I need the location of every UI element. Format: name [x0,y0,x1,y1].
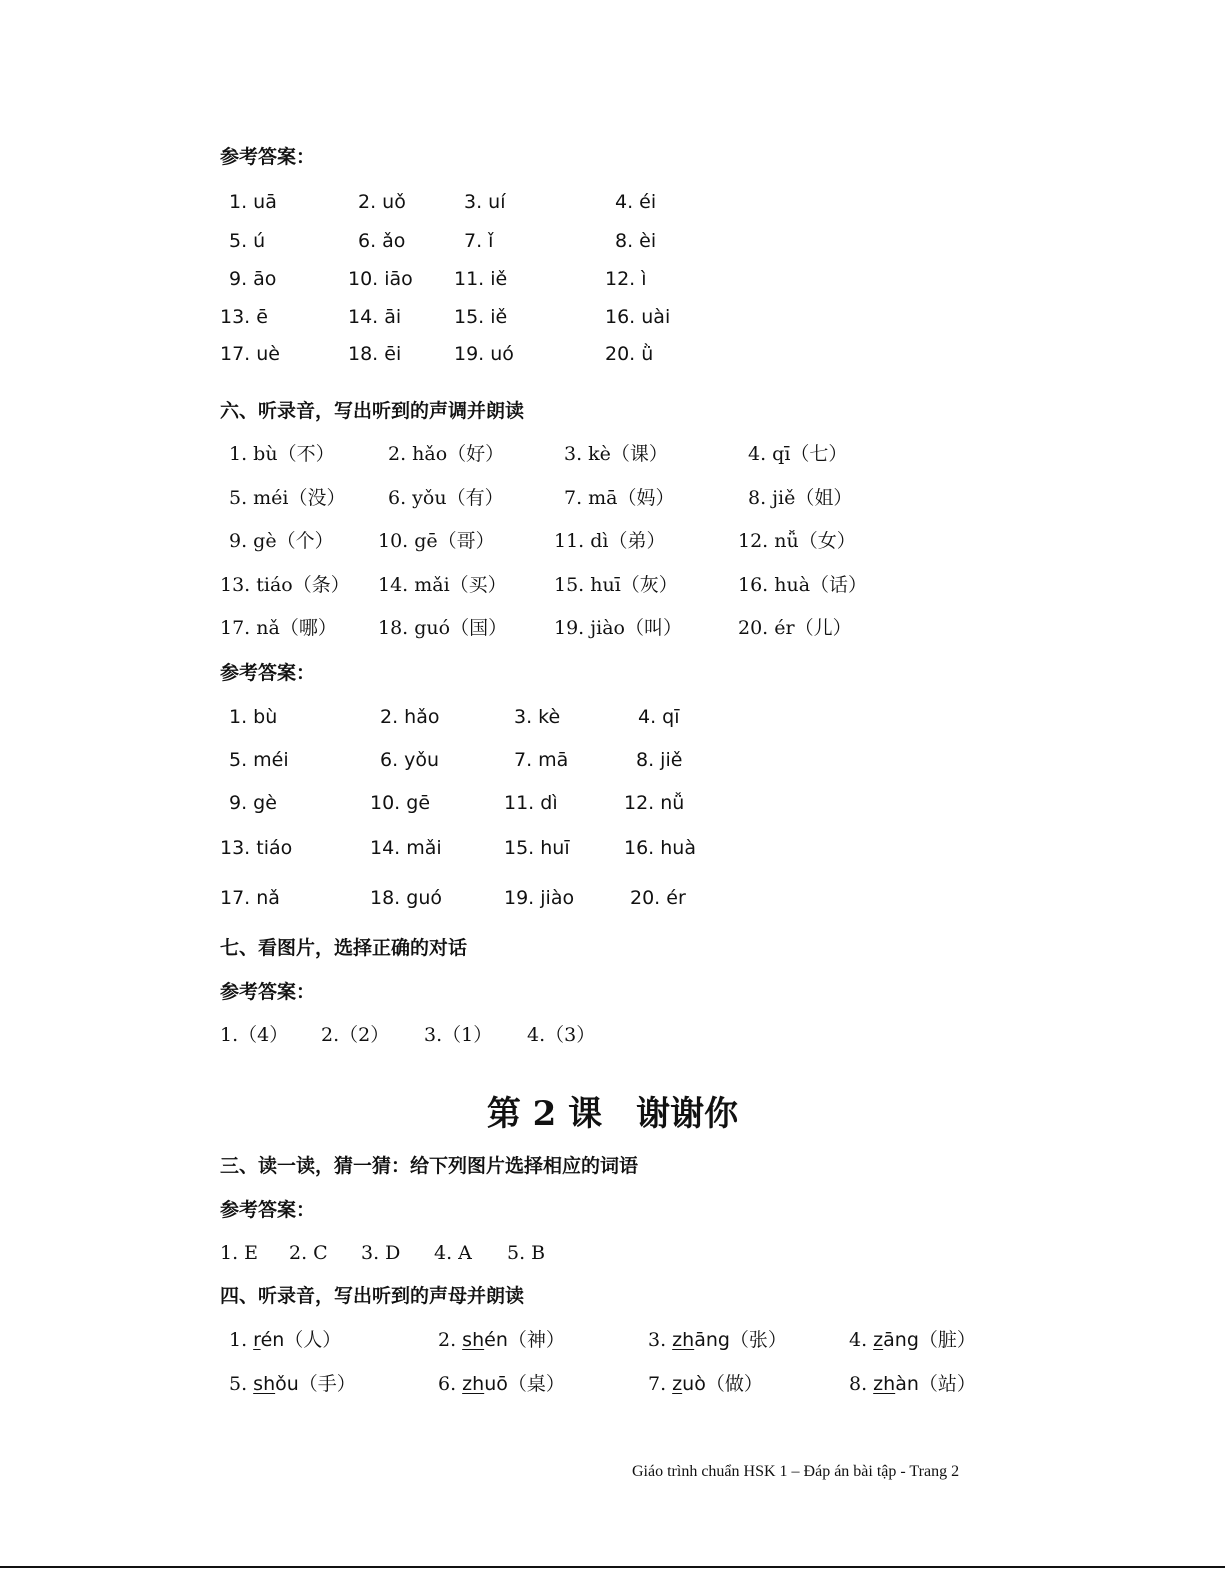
answer-item: 5. ú [229,230,266,252]
exercise-item: 19. jiào（叫） [554,617,682,639]
initial-answer: z [672,1373,683,1395]
answer-item: 4. qī [638,706,680,728]
exercise-item: 17. nǎ（哪） [220,617,337,639]
answer-item: 5. méi [229,749,289,771]
page-footer: Giáo trình chuẩn HSK 1 – Đáp án bài tập - Trang 2 [632,1463,960,1480]
answer-item: 4.（3） [527,1024,596,1046]
answer-item: 3. uí [464,191,506,213]
answer-item: 10. iāo [348,268,413,290]
answer-item: 4. A [434,1242,472,1264]
answer-item: 5. B [507,1242,546,1264]
exercise-item: 4. zāng（脏） [849,1329,976,1351]
lesson-title: 第 2 课 谢谢你 [486,1094,739,1134]
answer-item: 4. éi [615,191,657,213]
exercise-item: 18. guó（国） [378,617,508,639]
answer-item: 15. iě [454,306,508,328]
section-heading: 六、听录音，写出听到的声调并朗读 [220,400,525,422]
answer-item: 8. èi [615,230,657,252]
page-bottom-border [0,1566,1225,1568]
answer-label: 参考答案： [220,1199,316,1221]
exercise-item: 1. rén（人） [229,1329,342,1351]
answer-item: 12. nǚ [624,792,685,814]
answer-item: 11. iě [454,268,508,290]
answer-item: 14. āi [348,306,402,328]
exercise-item: 5. méi（没） [229,487,346,509]
exercise-item: 8. jiě（姐） [748,487,853,509]
answer-item: 10. gē [370,792,431,814]
answer-item: 6. yǒu [380,749,440,771]
answer-item: 11. dì [504,792,558,814]
answer-item: 2. uǒ [358,191,406,213]
answer-item: 9. gè [229,792,277,814]
exercise-item: 9. gè（个） [229,530,334,552]
answer-item: 9. āo [229,268,277,290]
answer-item: 1.（4） [220,1024,289,1046]
answer-item: 15. huī [504,837,570,859]
answer-item: 14. mǎi [370,837,442,859]
exercise-item: 1. bù（不） [229,443,335,465]
answer-item: 12. ì [605,268,647,290]
answer-item: 3.（1） [424,1024,493,1046]
answer-item: 19. jiào [504,887,575,909]
exercise-item: 7. zuò（做） [648,1373,763,1395]
exercise-item: 12. nǚ（女） [738,530,856,552]
initial-answer: zh [462,1373,485,1395]
exercise-item: 7. mā（妈） [564,487,675,509]
section-heading: 四、听录音，写出听到的声母并朗读 [220,1285,525,1307]
exercise-item: 2. hǎo（好） [388,443,505,465]
initial-answer: zh [672,1329,695,1351]
answer-item: 13. ē [220,306,268,328]
answer-item: 18. guó [370,887,442,909]
answer-item: 18. ēi [348,343,402,365]
exercise-item: 13. tiáo（条） [220,574,350,596]
answer-item: 17. nǎ [220,887,280,909]
answer-item: 7. mā [514,749,569,771]
answer-item: 1. E [220,1242,259,1264]
exercise-item: 6. yǒu（有） [388,487,504,509]
exercise-item: 6. zhuō（桌） [438,1373,565,1395]
answer-item: 3. D [361,1242,401,1264]
answer-item: 1. uā [229,191,277,213]
answer-item: 3. kè [514,706,561,728]
exercise-item: 20. ér（儿） [738,617,852,639]
answer-label: 参考答案： [220,662,316,684]
answer-item: 2. hǎo [380,706,440,728]
answer-item: 19. uó [454,343,514,365]
exercise-item: 5. shǒu（手） [229,1373,356,1395]
exercise-item: 4. qī（七） [748,443,848,465]
answer-item: 6. ǎo [358,230,406,252]
exercise-item: 3. zhāng（张） [648,1329,787,1351]
initial-answer: sh [462,1329,485,1351]
exercise-item: 3. kè（课） [564,443,668,465]
answer-item: 16. uài [605,306,671,328]
answer-item: 16. huà [624,837,696,859]
answer-item: 13. tiáo [220,837,293,859]
exercise-item: 11. dì（弟） [554,530,666,552]
answer-item: 7. ǐ [464,230,494,252]
answer-item: 1. bù [229,706,278,728]
initial-answer: sh [253,1373,276,1395]
answer-label: 参考答案： [220,146,316,168]
exercise-item: 2. shén（神） [438,1329,565,1351]
exercise-item: 10. gē（哥） [378,530,495,552]
answer-item: 8. jiě [636,749,683,771]
exercise-item: 8. zhàn（站） [849,1373,976,1395]
answer-item: 2.（2） [321,1024,390,1046]
initial-answer: r [253,1329,261,1351]
section-heading: 三、读一读，猜一猜：给下列图片选择相应的词语 [220,1155,639,1177]
section-heading: 七、看图片，选择正确的对话 [220,937,468,959]
initial-answer: z [873,1329,884,1351]
answer-item: 20. ér [630,887,686,909]
exercise-item: 15. huī（灰） [554,574,678,596]
exercise-item: 16. huà（话） [738,574,868,596]
exercise-item: 14. mǎi（买） [378,574,507,596]
initial-answer: zh [873,1373,896,1395]
answer-item: 2. C [289,1242,328,1264]
answer-item: 20. ǜ [605,343,654,365]
answer-label: 参考答案： [220,981,316,1003]
answer-item: 17. uè [220,343,280,365]
